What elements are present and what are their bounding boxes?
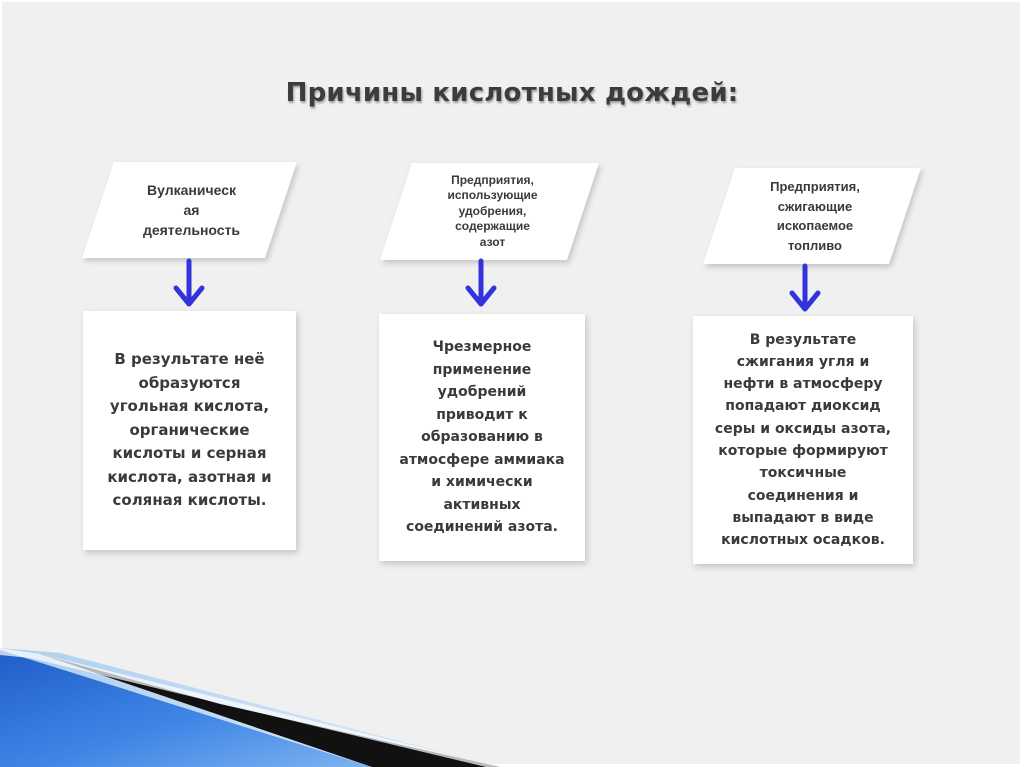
result-box-volcanic: В результате неё образуются угольная кислота, органические кислоты и серная кислота, азотная и соляная кислоты. — [83, 311, 296, 550]
slide-title: Причины кислотных дождей: — [285, 78, 739, 108]
result-box-fossil-fuel: В результате сжигания угля и нефти в атмосферу попадают диоксид серы и оксиды азота, которые формируют токсичные соединения и выпадают в виде кислотных осадков. — [693, 316, 913, 564]
cause-label-fertilizer: Предприятия, использующие удобрения, содержащие азот — [447, 172, 538, 249]
cause-label-volcanic: Вулканическ ая деятельность — [142, 182, 241, 238]
result-box-fertilizer: Чрезмерное применение удобрений приводит к образованию в атмосфере аммиака и химически активных соединений азота. — [379, 314, 585, 561]
cause-label-fossil-fuel: Предприятия, сжигающие ископаемое топливо — [770, 179, 860, 253]
